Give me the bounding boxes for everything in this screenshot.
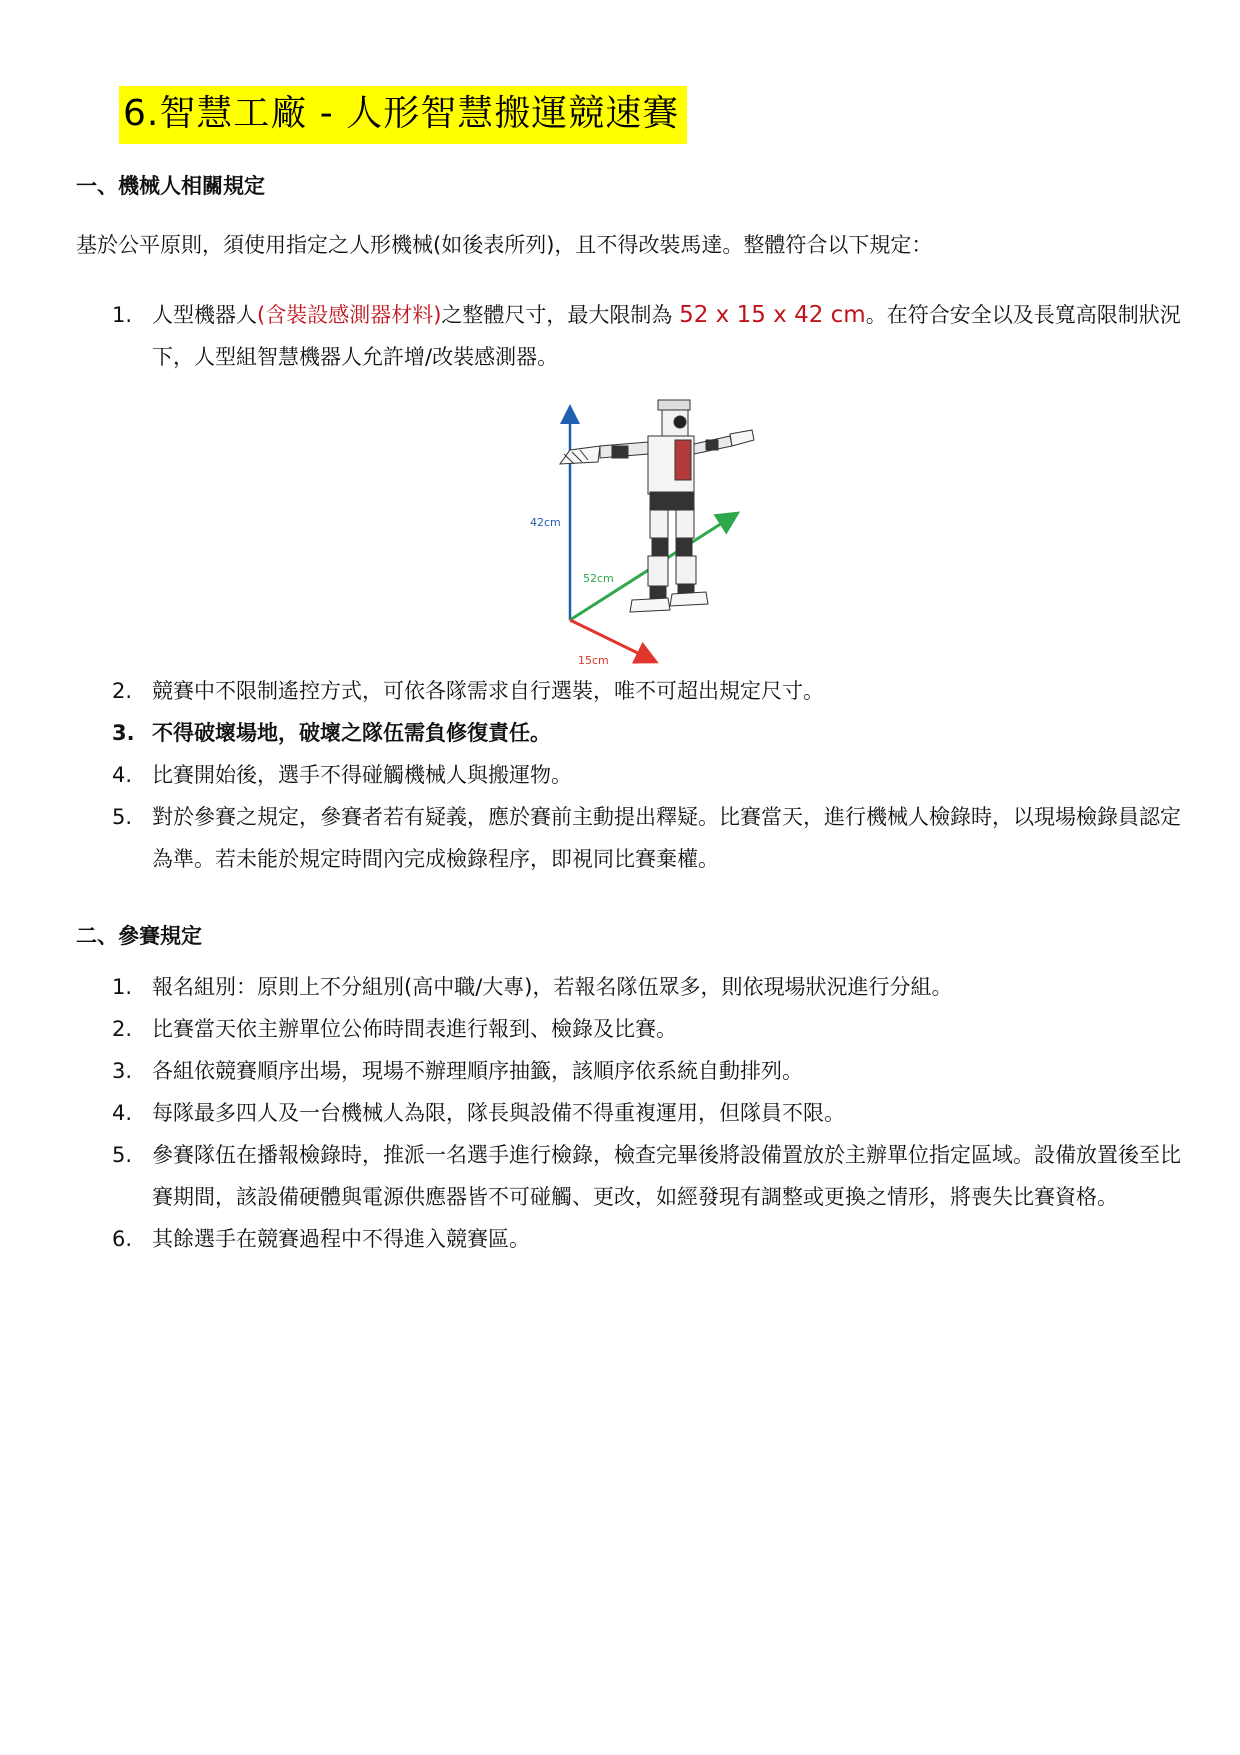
item-text-pre: 人型機器人 [152, 303, 257, 327]
list-item [112, 1050, 1182, 1092]
item-text: 其餘選手在競賽過程中不得進入競賽區。 [152, 1227, 530, 1251]
item-text: 每隊最多四人及一台機械人為限，隊長與設備不得重複運用，但隊員不限。 [152, 1101, 845, 1125]
list-item [112, 1008, 1182, 1050]
section-1-list-b [112, 670, 1182, 880]
length-label: 52cm [583, 572, 614, 585]
item-number: 5. [112, 1143, 133, 1167]
item-number: 2. [112, 1017, 133, 1041]
item-dimension: 52 x 15 x 42 cm [679, 302, 866, 328]
item-text: 對於參賽之規定，參賽者若有疑義，應於賽前主動提出釋疑。比賽當天，進行機械人檢錄時，以現場檢錄員認定為準。若未能於規定時間內完成檢錄程序，即視同比賽棄權。 [152, 805, 1181, 871]
item-text: 競賽中不限制遙控方式，可依各隊需求自行選裝，唯不可超出規定尺寸。 [152, 679, 824, 703]
width-label: 15cm [578, 654, 609, 667]
item-number: 1. [112, 975, 133, 999]
item-text: 比賽開始後，選手不得碰觸機械人與搬運物。 [152, 763, 572, 787]
section-1-list-a [112, 294, 1182, 378]
list-item [112, 712, 1182, 754]
item-text: 不得破壞場地，破壞之隊伍需負修復責任。 [152, 721, 551, 745]
item-text: 各組依競賽順序出場，現場不辦理順序抽籤，該順序依系統自動排列。 [152, 1059, 803, 1083]
item-text: 報名組別：原則上不分組別(高中職/大專)，若報名隊伍眾多，則依現場狀況進行分組。 [152, 975, 953, 999]
page-title: 6.智慧工廠 - 人形智慧搬運競速賽 [119, 86, 687, 144]
list-item [112, 1218, 1182, 1260]
item-text: 比賽當天依主辦單位公佈時間表進行報到、檢錄及比賽。 [152, 1017, 677, 1041]
item-number: 4. [112, 1101, 133, 1125]
item-number: 2. [112, 679, 133, 703]
item-text-post: 。在符合安全以及長寬高限制狀況下，人型組智慧機器人允許增/改裝感測器。 [152, 303, 1181, 369]
list-item [112, 1092, 1182, 1134]
item-number: 5. [112, 805, 133, 829]
list-item [112, 754, 1182, 796]
item-number: 1. [112, 303, 133, 327]
list-item [112, 796, 1182, 880]
height-label: 42cm [530, 516, 561, 529]
item-number: 4. [112, 763, 133, 787]
robot-dimension-figure [530, 392, 780, 670]
item-text-mid: 之整體尺寸，最大限制為 [441, 303, 673, 327]
list-item [112, 1134, 1182, 1218]
list-item [112, 670, 1182, 712]
item-number: 3. [112, 1059, 133, 1083]
width-axis [570, 620, 648, 658]
item-number: 3. [112, 721, 135, 745]
section-2-list [112, 966, 1182, 1260]
section-1-heading: 一、機械人相關規定 [76, 174, 265, 198]
item-text-red: (含裝設感測器材料) [257, 303, 442, 327]
list-item [112, 966, 1182, 1008]
item-text: 參賽隊伍在播報檢錄時，推派一名選手進行檢錄，檢查完畢後將設備置放於主辦單位指定區域。設備放置後至比賽期間，該設備硬體與電源供應器皆不可碰觸、更改，如經發現有調整或更換之情形，將喪失比賽資格。 [152, 1143, 1181, 1209]
section-2-heading: 二、參賽規定 [76, 924, 202, 948]
list-item [112, 294, 1182, 378]
item-number: 6. [112, 1227, 133, 1251]
section-1-intro: 基於公平原則，須使用指定之人形機械(如後表所列)，且不得改裝馬達。整體符合以下規定： [76, 233, 933, 257]
